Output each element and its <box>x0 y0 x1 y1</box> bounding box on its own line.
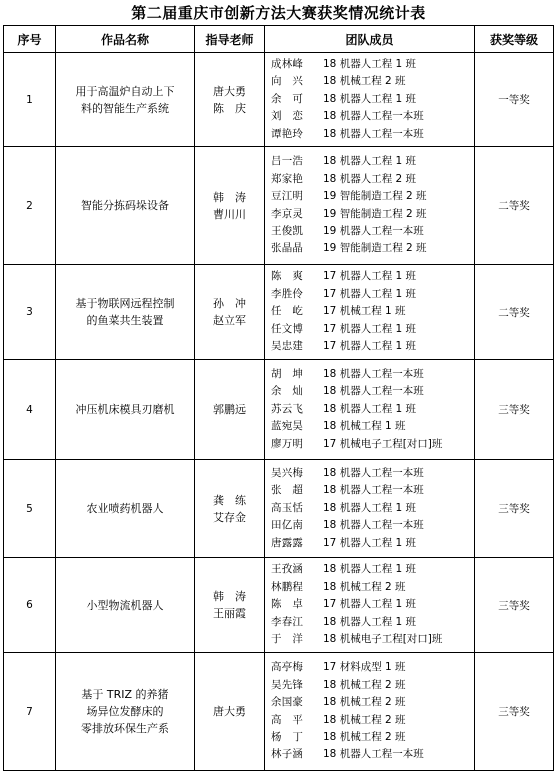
teacher-name: 韩 涛 <box>213 590 246 603</box>
row-index: 1 <box>4 53 56 147</box>
table-row <box>4 265 554 360</box>
team-member <box>271 153 474 170</box>
table-row <box>4 460 554 558</box>
member-name: 吴忠建 <box>271 340 304 353</box>
team-member <box>271 108 474 125</box>
work-name <box>56 147 195 265</box>
teacher-name: 赵立军 <box>213 314 246 327</box>
member-name: 任 屹 <box>271 305 304 318</box>
member-name: 吴兴梅 <box>271 466 304 479</box>
award-level: 三等奖 <box>475 558 554 653</box>
member-name: 林子涵 <box>271 748 304 761</box>
member-name: 高 平 <box>271 713 304 726</box>
team-member <box>271 500 474 517</box>
team-member <box>271 482 474 499</box>
team-member <box>271 73 474 90</box>
work-name <box>56 653 195 771</box>
team-member <box>271 286 474 303</box>
member-name: 李春江 <box>271 615 304 628</box>
team-member <box>271 436 474 453</box>
team-member <box>271 91 474 108</box>
member-name: 林鹏程 <box>271 580 304 593</box>
team-member <box>271 206 474 223</box>
work-name-line: 用于高温炉自动上下 <box>75 84 175 98</box>
member-class: 17 机器人工程 1 班 <box>323 536 417 549</box>
member-name: 谭艳玲 <box>271 127 304 140</box>
member-class: 19 智能制造工程 2 班 <box>323 242 427 255</box>
teacher-name: 孙 冲 <box>213 297 246 310</box>
team-member <box>271 240 474 257</box>
header-work: 作品名称 <box>56 26 195 53</box>
page-title: 第二届重庆市创新方法大赛获奖情况统计表 <box>131 4 426 22</box>
work-name <box>56 360 195 460</box>
member-class: 18 机械工程 2 班 <box>323 580 406 593</box>
team-member <box>271 517 474 534</box>
teacher-name: 唐大勇 <box>213 705 246 718</box>
table-row <box>4 558 554 653</box>
team-member <box>271 659 474 676</box>
teacher-cell <box>195 265 265 360</box>
work-name-line: 小型物流机器人 <box>86 598 164 612</box>
table-row <box>4 360 554 460</box>
award-table-body <box>4 53 554 771</box>
team-member <box>271 561 474 578</box>
teacher-cell <box>195 147 265 265</box>
header-team: 团队成员 <box>265 26 475 53</box>
member-name: 向 兴 <box>271 75 304 88</box>
header-index: 序号 <box>4 26 56 53</box>
award-level: 三等奖 <box>475 653 554 771</box>
team-member <box>271 188 474 205</box>
team-member <box>271 694 474 711</box>
member-class: 18 机器人工程一本班 <box>323 466 424 479</box>
teacher-name: 艾存金 <box>213 510 246 524</box>
member-name: 刘 恋 <box>271 110 304 123</box>
award-level: 二等奖 <box>475 147 554 265</box>
member-class: 18 机器人工程 1 班 <box>323 615 417 628</box>
member-class: 18 机械工程 2 班 <box>323 678 406 691</box>
team-member <box>271 712 474 729</box>
member-name: 苏云飞 <box>271 402 304 415</box>
team-member <box>271 418 474 435</box>
teacher-cell <box>195 360 265 460</box>
teacher-name: 陈 庆 <box>213 101 246 115</box>
team-member <box>271 268 474 285</box>
work-name <box>56 53 195 147</box>
team-member <box>271 321 474 338</box>
member-name: 李胜伶 <box>271 287 304 300</box>
teacher-name: 曹川川 <box>213 207 246 221</box>
award-level: 一等奖 <box>475 53 554 147</box>
team-member <box>271 338 474 355</box>
work-name-line: 基于物联网远程控制 <box>75 297 175 310</box>
teacher-cell <box>195 460 265 558</box>
teacher-name: 韩 涛 <box>213 190 246 204</box>
row-index: 3 <box>4 265 56 360</box>
member-name: 任文博 <box>271 322 304 335</box>
member-class: 17 机械工程 1 班 <box>323 305 406 318</box>
work-name-line: 场异位发酵床的 <box>86 705 164 718</box>
teacher-name: 王丽霞 <box>213 607 246 620</box>
row-index: 7 <box>4 653 56 771</box>
work-name-line: 基于 TRIZ 的养猪 <box>81 688 169 701</box>
team-member <box>271 56 474 73</box>
award-level: 二等奖 <box>475 265 554 360</box>
member-name: 郑家艳 <box>271 172 304 185</box>
member-name: 廖万明 <box>271 437 304 450</box>
member-class: 19 机器人工程一本班 <box>323 224 424 237</box>
member-name: 高亭梅 <box>271 661 304 674</box>
member-class: 18 机器人工程 1 班 <box>323 563 417 576</box>
work-name-line: 的鱼菜共生装置 <box>86 314 164 327</box>
header-row <box>4 26 554 53</box>
member-name: 胡 坤 <box>271 367 304 380</box>
member-class: 18 机械工程 2 班 <box>323 696 406 709</box>
member-name: 张 超 <box>271 484 304 497</box>
team-member <box>271 535 474 552</box>
member-class: 17 机器人工程 1 班 <box>323 340 417 353</box>
work-name-line: 智能分拣码垛设备 <box>81 199 169 212</box>
member-class: 17 机械电子工程[对口]班 <box>323 437 443 450</box>
teacher-name: 唐大勇 <box>213 84 246 98</box>
member-class: 19 智能制造工程 2 班 <box>323 207 427 220</box>
member-class: 18 机械工程 1 班 <box>323 420 406 433</box>
member-name: 杨 丁 <box>271 730 304 743</box>
member-name: 余 灿 <box>271 385 304 398</box>
member-class: 18 机械工程 2 班 <box>323 713 406 726</box>
member-class: 18 机器人工程一本班 <box>323 748 424 761</box>
member-class: 18 机器人工程 1 班 <box>323 92 417 105</box>
team-member <box>271 596 474 613</box>
team-member <box>271 729 474 746</box>
team-member <box>271 579 474 596</box>
table-row <box>4 653 554 771</box>
team-member <box>271 677 474 694</box>
member-class: 18 机器人工程 1 班 <box>323 402 417 415</box>
member-name: 于 洋 <box>271 633 304 646</box>
member-name: 吕一浩 <box>271 155 304 168</box>
team-member <box>271 401 474 418</box>
team-members-cell <box>265 147 475 265</box>
member-name: 余国豪 <box>271 696 304 709</box>
teacher-cell <box>195 653 265 771</box>
team-member <box>271 366 474 383</box>
team-member <box>271 746 474 763</box>
member-name: 高玉恬 <box>271 501 304 514</box>
team-members-cell <box>265 265 475 360</box>
teacher-cell <box>195 53 265 147</box>
award-level: 三等奖 <box>475 460 554 558</box>
table-row <box>4 53 554 147</box>
teacher-name: 郭鹏远 <box>213 403 246 416</box>
header-award: 获奖等级 <box>475 26 554 53</box>
member-class: 17 机器人工程 1 班 <box>323 598 417 611</box>
member-class: 18 机械工程 2 班 <box>323 75 406 88</box>
member-class: 18 机器人工程一本班 <box>323 367 424 380</box>
member-class: 18 机器人工程一本班 <box>323 519 424 532</box>
team-members-cell <box>265 558 475 653</box>
member-class: 17 机器人工程 1 班 <box>323 287 417 300</box>
work-name-line: 冲压机床模具刃磨机 <box>75 403 175 416</box>
teacher-name: 龚 练 <box>213 493 246 507</box>
member-class: 17 机器人工程 1 班 <box>323 322 417 335</box>
member-class: 18 机器人工程 1 班 <box>323 155 417 168</box>
member-name: 蓝宛昊 <box>271 420 304 433</box>
team-members-cell <box>265 653 475 771</box>
member-class: 19 智能制造工程 2 班 <box>323 190 427 203</box>
work-name-line: 零排放环保生产系 <box>81 722 169 735</box>
work-name-line: 料的智能生产系统 <box>81 101 169 115</box>
member-name: 王俊凯 <box>271 224 304 237</box>
member-name: 张晶晶 <box>271 242 304 255</box>
team-member <box>271 383 474 400</box>
team-members-cell <box>265 360 475 460</box>
member-class: 18 机械工程 2 班 <box>323 730 406 743</box>
member-name: 豆江明 <box>271 190 304 203</box>
member-class: 18 机器人工程 1 班 <box>323 57 417 70</box>
member-name: 王孜涵 <box>271 563 304 576</box>
member-name: 唐露露 <box>271 536 304 549</box>
team-member <box>271 303 474 320</box>
table-row <box>4 147 554 265</box>
member-class: 17 机器人工程 1 班 <box>323 270 417 283</box>
member-class: 18 机器人工程一本班 <box>323 484 424 497</box>
team-member <box>271 171 474 188</box>
team-members-cell <box>265 53 475 147</box>
work-name <box>56 265 195 360</box>
team-members-cell <box>265 460 475 558</box>
member-class: 18 机器人工程一本班 <box>323 127 424 140</box>
award-level: 三等奖 <box>475 360 554 460</box>
member-class: 18 机械电子工程[对口]班 <box>323 633 443 646</box>
teacher-cell <box>195 558 265 653</box>
member-class: 18 机器人工程一本班 <box>323 110 424 123</box>
member-name: 李京灵 <box>271 207 304 220</box>
member-class: 18 机器人工程 1 班 <box>323 501 417 514</box>
work-name <box>56 460 195 558</box>
member-name: 吴先锋 <box>271 678 304 691</box>
member-name: 余 可 <box>271 92 304 105</box>
team-member <box>271 614 474 631</box>
team-member <box>271 126 474 143</box>
team-member <box>271 465 474 482</box>
team-member <box>271 223 474 240</box>
member-name: 陈 爽 <box>271 270 304 283</box>
team-member <box>271 631 474 648</box>
member-class: 18 机器人工程 2 班 <box>323 172 417 185</box>
work-name-line: 农业喷药机器人 <box>86 502 164 515</box>
member-class: 17 材料成型 1 班 <box>323 661 406 674</box>
member-name: 陈 卓 <box>271 598 304 611</box>
member-name: 成林峰 <box>271 57 304 70</box>
header-teacher: 指导老师 <box>195 26 265 53</box>
row-index: 5 <box>4 460 56 558</box>
row-index: 2 <box>4 147 56 265</box>
award-table <box>3 25 554 771</box>
row-index: 4 <box>4 360 56 460</box>
member-class: 18 机器人工程一本班 <box>323 385 424 398</box>
member-name: 田亿南 <box>271 519 304 532</box>
row-index: 6 <box>4 558 56 653</box>
work-name <box>56 558 195 653</box>
